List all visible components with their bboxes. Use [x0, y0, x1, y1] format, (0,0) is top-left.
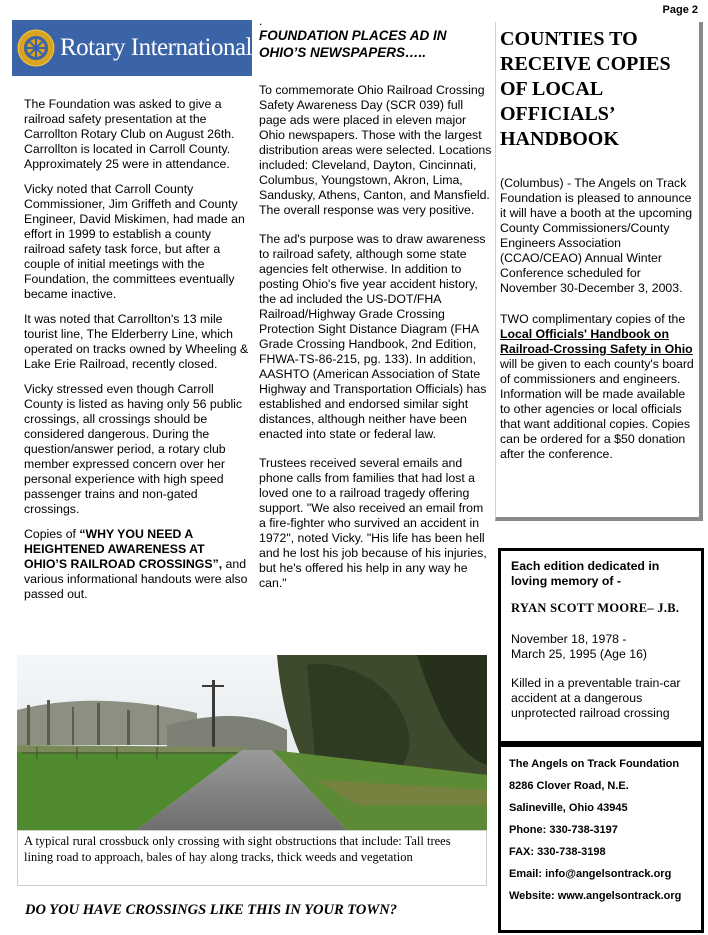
stray-dot: . — [259, 14, 263, 28]
memorial-name: RYAN SCOTT MOORE– J.B. — [511, 601, 680, 615]
contact-org: The Angels on Track Foundation — [509, 758, 680, 770]
article-paragraph — [500, 312, 698, 462]
article-paragraph: The Foundation was asked to give a railroad safety presentation at the Carrollton Rotary Club on August 26th. Carrollton is located in Carroll County. Approximately 25 were in attendance. — [24, 97, 235, 171]
article-paragraph: It was noted that Carrollton's 13 mile tourist line, The Elderberry Line, which operated on tracks owned by Wheeling & Lake Erie Railroad, recently closed. — [24, 312, 249, 371]
copies-prefix: Copies of — [24, 527, 80, 541]
article-paragraph — [24, 527, 250, 602]
handbook-headline: COUNTIES TO RECEIVE COPIES OF LOCAL OFFICIALS’ HANDBOOK — [500, 28, 671, 150]
contact-city: Salineville, Ohio 43945 — [509, 802, 628, 814]
article-paragraph: Vicky noted that Carroll County Commissioner, Jim Griffeth and County Engineer, David Miskimen, had made an effort in 1999 to establish a county railroad safety task force, but after a couple of initial meetings with the Foundation, the committees eventually became inactive. — [24, 182, 245, 301]
handbook-title-link[interactable]: Local Officials' Handbook on Railroad-Crossing Safety in Ohio — [500, 327, 693, 356]
article-paragraph: To commemorate Ohio Railroad Crossing Safety Awareness Day (SCR 039) full page ads were placed in eleven major Ohio newspapers. Those with the largest distribution areas were selected. Locations included: Cleveland, Dayton, Cincinnati, Columbus, Youngstown, Akron, Lima, Sandusky, Athens, Canton, and Mansfield. The overall response was very positive. — [259, 83, 492, 217]
bottom-question: DO YOU HAVE CROSSINGS LIKE THIS IN YOUR TOWN? — [25, 902, 397, 918]
rotary-article — [24, 97, 250, 612]
rotary-wheel-icon — [16, 28, 56, 68]
article-paragraph: (Columbus) - The Angels on Track Foundation is pleased to announce it will have a booth at the upcoming County Commissioners/County Engineers Association (CCAO/CEAO) Annual Winter Conference scheduled for November 30-December 3, 2003. — [500, 176, 693, 295]
contact-email[interactable]: Email: info@angelsontrack.org — [509, 868, 672, 880]
photo-caption: A typical rural crossbuck only crossing with sight obstructions that include: Tall trees lining road to approach, bales of hay along tracks, thick weeds and vegetation — [17, 830, 487, 886]
newspaper-ad-article — [259, 83, 493, 605]
memorial-heading: Each edition dedicated in loving memory of - — [511, 559, 660, 588]
article-paragraph: The ad's purpose was to draw awareness to railroad safety, although some state agencies felt otherwise. In addition to posting Ohio's five year accident history, the ad included the US-DOT/FHA Railroad/Highway Grade Crossing Protection Sight Distance Diagram (FHA Grade Crossing Handbook, 2nd Edition, FHWA-TS-86-215, pg. 133). In addition, AASHTO (American Association of State Highway and Transportation Officials) has established and endorsed similar sight distances, although neither have been enacted into state or federal law. — [259, 232, 487, 441]
memorial-box — [498, 548, 704, 744]
page-number: Page 2 — [662, 4, 698, 16]
memorial-dates — [511, 632, 691, 662]
newspaper-ad-headline: FOUNDATION PLACES AD IN OHIO’S NEWSPAPERS….. — [259, 28, 447, 60]
birth-date: November 18, 1978 - — [511, 632, 627, 646]
death-date: March 25, 1995 (Age 16) — [511, 647, 648, 661]
rural-crossing-photo — [17, 655, 487, 830]
article-paragraph: Vicky stressed even though Carroll County is listed as having only 56 public crossings, all crossings should be considered dangerous. During the question/answer period, a rotary club member expressed concern over her personal experience with high speed passenger trains and non-gated crossings. — [24, 382, 243, 516]
logo-text: Rotary International — [59, 34, 252, 61]
contact-address: 8286 Clover Road, N.E. — [509, 780, 629, 792]
contact-phone[interactable]: Phone: 330-738-3197 — [509, 824, 618, 836]
article-paragraph: Trustees received several emails and phone calls from families that had lost a loved one to a railroad tragedy offering support. "We also received an email from a fire-fighter who survived an accident in 1972", noted Vicky. "His life has been hell and he lost his job because of his injuries, but he's offered his help in any way he can." — [259, 456, 487, 590]
contact-fax: FAX: 330-738-3198 — [509, 846, 606, 858]
handout-title: “WHY YOU NEED A HEIGHTENED AWARENESS AT OHIO’S RAILROAD CROSSINGS”, — [24, 527, 223, 571]
copies-text: TWO complimentary copies of the — [500, 312, 686, 326]
contact-box — [498, 744, 704, 933]
rotary-logo — [12, 20, 252, 76]
handbook-article — [500, 176, 698, 478]
copies-suffix: and various informational handouts were also passed out. — [24, 557, 248, 601]
copies-text-end: will be given to each county's board of commissioners and engineers. Information will be made available to other agencies or local officials that want additional copies. Copies can be ordered for a $50 donation after the conference. — [500, 357, 694, 461]
memorial-cause: Killed in a preventable train-car accident at a dangerous unprotected railroad crossing — [511, 676, 681, 720]
contact-website[interactable]: Website: www.angelsontrack.org — [509, 890, 682, 902]
